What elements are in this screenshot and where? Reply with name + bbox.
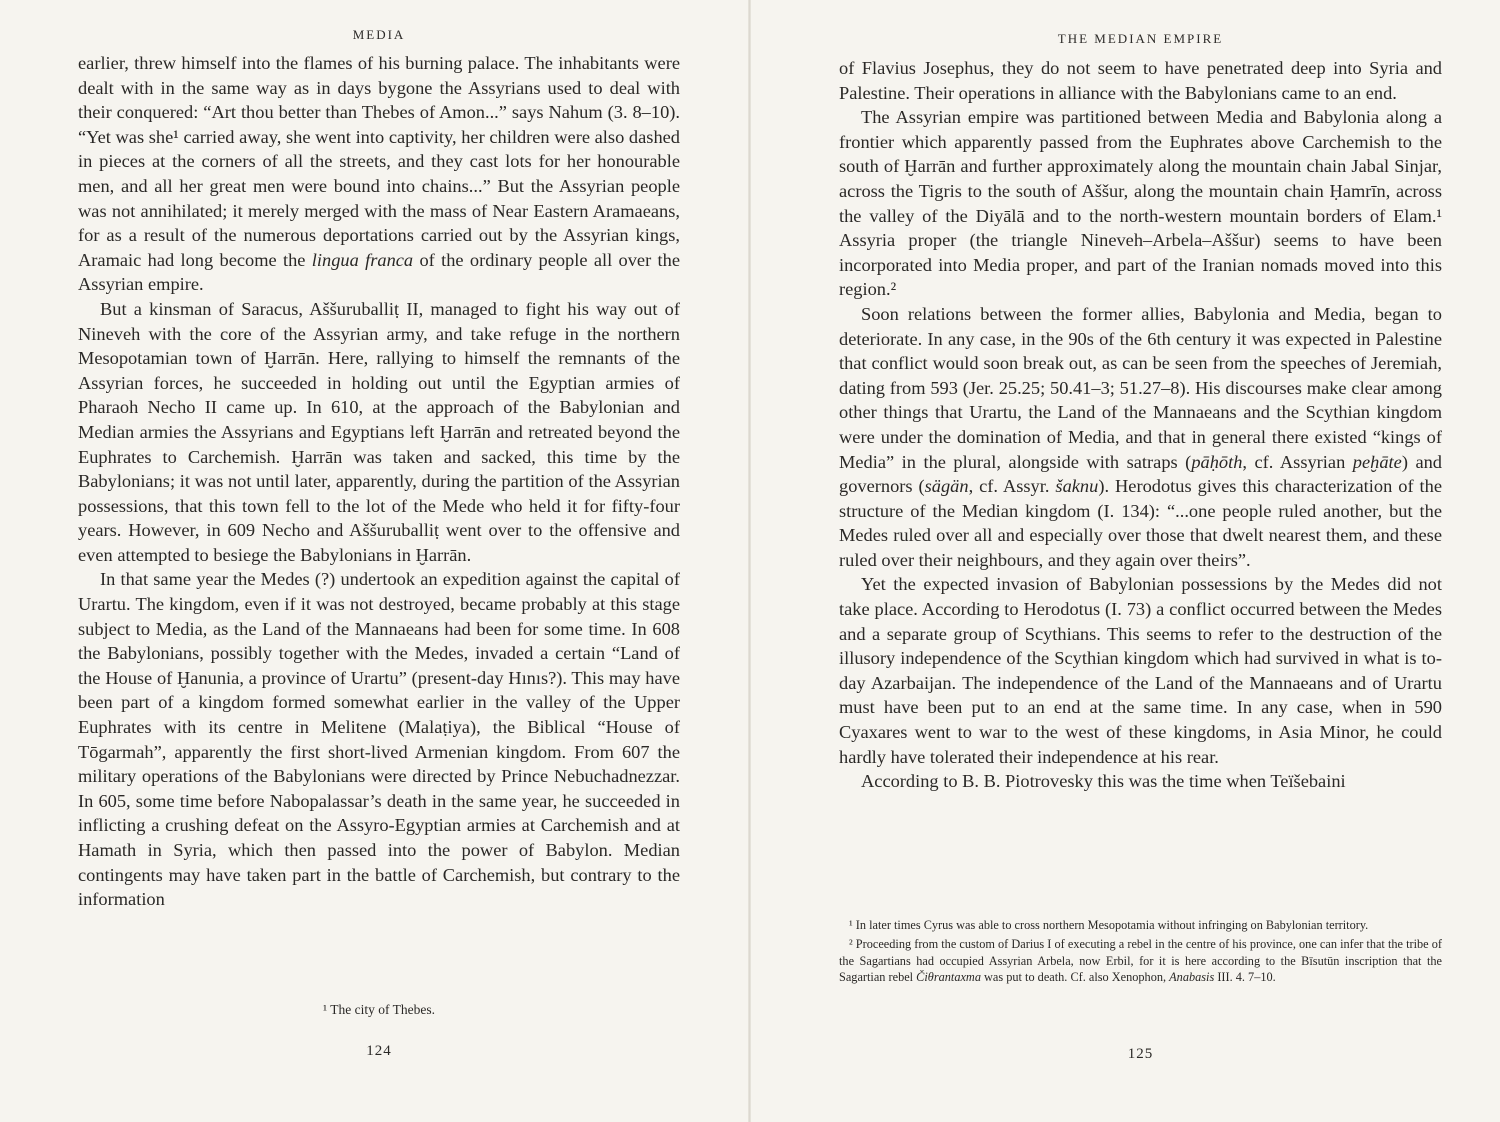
body-text [78, 51, 680, 912]
paragraph: But a kinsman of Saracus, Aššuruballiṭ II, managed to fight his way out of Nineveh with the core of the Assyrian army, and take refuge in the northern Mesopotamian town of Ḫarrān. Here, rallying to himself the remnants of the Assyrian forces, he succeeded in holding out until the Egyptian armies of Pharaoh Necho II came up. In 610, at the approach of the Babylonian and Median armies the Assyrians and Egyptians left Ḫarrān and retreated beyond the Euphrates to Carchemish. Ḫarrān was taken and sacked, this time by the Babylonians; it was not until later, apparently, during the partition of the Assyrian possessions, that this town fell to the lot of the Mede who held it for fifty-four years. However, in 609 Necho and Aššuruballiṭ went over to the offensive and even attempted to besiege the Babylonians in Ḫarrān. [78, 298, 680, 565]
paragraph: of Flavius Josephus, they do not seem to have penetrated deep into Syria and Palestine. Their operations in alliance with the Babylonians came to an end. [839, 58, 1442, 103]
running-head: THE MEDIAN EMPIRE [1057, 31, 1224, 46]
page-number: 124 [366, 1043, 392, 1059]
paragraph: Yet the expected invasion of Babylonian possessions by the Medes did not take place. According to Herodotus (I. 73) a conflict occurred between the Medes and a separate group of Scythians. This seems to refer to the destruction of the illusory independence of the Scythian kingdom which had survived in what is to-day Azarbaijan. The independence of the Land of the Mannaeans and of Urartu must have been put to an end at the same time. In any case, when in 590 Cyaxares went to war to the west of these kingdoms, in Asia Minor, he could hardly have tolerated their independence at his rear. [839, 574, 1442, 767]
left-page [0, 0, 748, 1122]
right-page [751, 0, 1500, 1122]
paragraph: Soon relations between the former allies, Babylonia and Media, began to deteriorate. In any case, in the 90s of the 6th century it was expected in Palestine that conflict would soon break out, as can be seen from the speeches of Jeremiah, dating from 593 (Jer. 25.25; 50.41–3; 51.27–8). His discourses make clear among other things that Urartu, the Land of the Mannaeans and the Scythian kingdom were under the domination of Media, and that in general there existed “kings of Media” in the plural, alongside with satraps (pāḥōth, cf. Assyrian peḫāte) and governors (sägän, cf. Assyr. šaknu). Herodotus gives this characterization of the structure of the Median kingdom (I. 134): “...one people ruled another, but the Medes ruled over all and especially over those that dwelt nearest them, and these ruled over their neighbours, and they again over theirs”. [839, 303, 1442, 570]
paragraph: According to B. B. Piotrovesky this was the time when Teïšebaini [861, 771, 1346, 792]
paragraph: In that same year the Medes (?) undertook an expedition against the capital of Urartu. The kingdom, even if it was not destroyed, became probably at this stage subject to Media, as the Land of the Mannaeans had been for some time. In 608 the Babylonians, possibly together with the Medes, invaded a certain “Land of the House of Ḫanunia, a province of Urartu” (present-day Hınıs?). This may have been part of a kingdom formed somewhat earlier in the valley of the Upper Euphrates with its centre in Melitene (Malaṭiya), the Biblical “House of Tōgarmah”, apparently the first short-lived Armenian kingdom. From 607 the military operations of the Babylonians were directed by Prince Nebuchadnezzar. In 605, some time before Nabopalassar’s death in the same year, he succeeded in inflicting a crushing defeat on the Assyro-Egyptian armies at Carchemish and at Hamath in Syria, which then passed into the power of Babylon. Median contingents may have taken part in the battle of Carchemish, but contrary to the information [78, 569, 680, 910]
page-number: 125 [1127, 1046, 1154, 1062]
paragraph: The Assyrian empire was partitioned between Media and Babylonia along a frontier which apparently passed from the Euphrates above Carchemish to the south of Ḫarrān and further approximately along the mountain chain Jabal Sinjar, across the Tigris to the south of Aššur, along the mountain chain Ḥamrīn, across the valley of the Diyālā and to the north-western mountain borders of Elam.¹ Assyria proper (the triangle Nineveh–Arbela–Aššur) seems to have been incorporated into Media proper, and part of the Iranian nomads moved into this region.² [839, 107, 1442, 300]
footnote: ² Proceeding from the custom of Darius I of executing a rebel in the centre of his province, one can infer that the tribe of the Sagartians had occupied Assyrian Arbela, now Erbil, for it is here according to the Bīsutūn inscription that the Sagartian rebel Čiθrantaxma was put to death. Cf. also Xenophon, Anabasis III. 4. 7–10. [839, 936, 1442, 985]
paragraph: earlier, threw himself into the flames of his burning palace. The inhabitants were dealt with in the same way as in days bygone the Assyrians used to deal with their conquered: “Art thou better than Thebes of Amon...” says Nahum (3. 8–10). “Yet was she¹ carried away, she went into captivity, her children were also dashed in pieces at the corners of all the streets, and they cast lots for her honourable men, and all her great men were bound into chains...” But the Assyrian people was not annihilated; it merely merged with the mass of Near Eastern Aramaeans, for as a result of the numerous deportations carried out by the Assyrian kings, Aramaic had long become the lingua franca of the ordinary people all over the Assyrian empire. [78, 53, 680, 295]
footnote: ¹ In later times Cyrus was able to cross northern Mesopotamia without infringing on Babylonian territory. [849, 918, 1369, 932]
footnote: ¹ The city of Thebes. [323, 1002, 435, 1017]
running-head: MEDIA [352, 27, 406, 42]
body-text [839, 56, 1442, 794]
footnotes [839, 917, 1442, 988]
